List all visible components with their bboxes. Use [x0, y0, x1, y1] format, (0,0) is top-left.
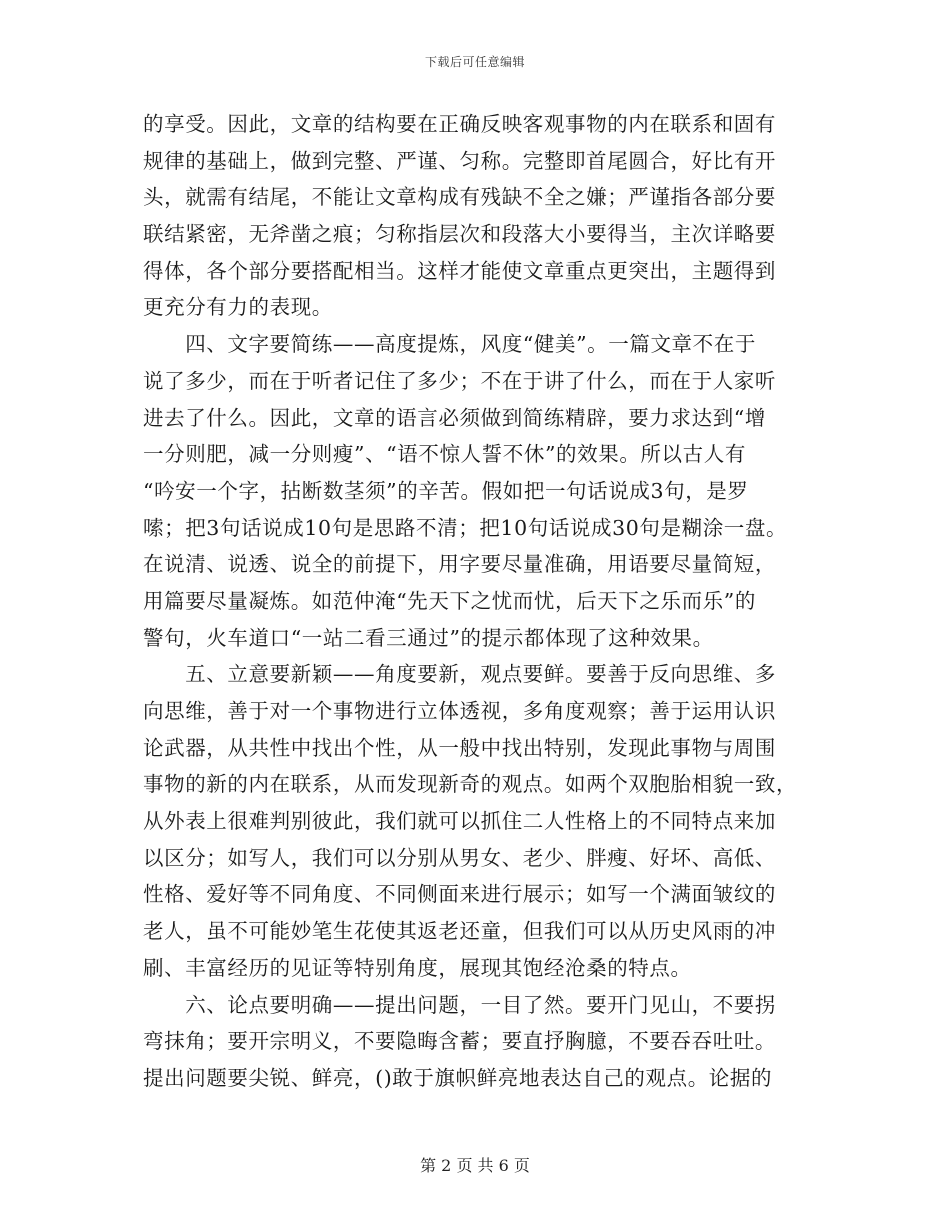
text-line: 嗦；把3句话说成10句是思路不清；把10句话说成30句是糊涂一盘。 — [143, 515, 788, 540]
text-line: 进去了什么。因此，文章的语言必须做到简练精辟，要力求达到“增 — [143, 405, 766, 430]
text-line: 性格、爱好等不同角度、不同侧面来进行展示；如写一个满面皱纹的 — [143, 882, 776, 907]
page-header: 下载后可任意编辑 — [424, 55, 525, 69]
document-body — [143, 106, 813, 1097]
text-line: 警句，火车道口“一站二看三通过”的提示都体现了这种效果。 — [143, 625, 714, 650]
text-line: 老人，虽不可能妙笔生花使其返老还童，但我们可以从历史风雨的冲 — [143, 919, 776, 944]
text-line: 头，就需有结尾，不能让文章构成有残缺不全之嫌；严谨指各部分要 — [143, 185, 776, 210]
text-line: 论武器，从共性中找出个性，从一般中找出特别，发现此事物与周围 — [143, 735, 776, 760]
text-line: “吟安一个字，拈断数茎须”的辛苦。假如把一句话说成3句，是罗 — [143, 478, 749, 503]
text-line: 五、立意要新颖——角度要新，观点要鲜。要善于反向思维、多 — [143, 662, 776, 687]
text-line: 得体，各个部分要搭配相当。这样才能使文章重点更突出，主题得到 — [143, 258, 776, 283]
text-line: 在说清、说透、说全的前提下，用字要尽量准确，用语要尽量简短， — [143, 552, 776, 577]
text-line: 四、文字要简练——高度提炼，风度“健美”。一篇文章不在于 — [143, 332, 756, 357]
text-line: 更充分有力的表现。 — [143, 295, 333, 320]
text-line: 六、论点要明确——提出问题，一目了然。要开门见山，不要拐 — [143, 992, 776, 1017]
text-line: 弯抹角；要开宗明义，不要隐晦含蓄；要直抒胸臆，不要吞吞吐吐。 — [143, 1029, 776, 1054]
text-line: 用篇要尽量凝炼。如范仲淹“先天下之忧而忧，后天下之乐而乐”的 — [143, 588, 756, 613]
text-line: 提出问题要尖锐、鲜亮，()敢于旗帜鲜亮地表达自己的观点。论据的 — [143, 1065, 773, 1090]
text-line: 一分则肥，减一分则瘦”、“语不惊人誓不休”的效果。所以古人有 — [143, 442, 746, 467]
text-line: 的享受。因此，文章的结构要在正确反映客观事物的内在联系和固有 — [143, 112, 776, 136]
text-line: 从外表上很难判别彼此，我们就可以抓住二人性格上的不同特点来加 — [143, 809, 776, 834]
text-line: 说了多少，而在于听者记住了多少；不在于讲了什么，而在于人家听 — [143, 368, 776, 393]
text-line: 规律的基础上，做到完整、严谨、匀称。完整即首尾圆合，好比有开 — [143, 148, 776, 173]
page-footer: 第 2 页 共 6 页 — [420, 1156, 530, 1175]
text-line: 以区分；如写人，我们可以分别从男女、老少、胖瘦、好坏、高低、 — [143, 845, 776, 870]
text-line: 刷、丰富经历的见证等特别角度，展现其饱经沧桑的特点。 — [143, 955, 692, 980]
text-line: 事物的新的内在联系，从而发现新奇的观点。如两个双胞胎相貌一致， — [143, 772, 798, 797]
text-line: 联结紧密，无斧凿之痕；匀称指层次和段落大小要得当，主次详略要 — [143, 222, 776, 247]
text-line: 向思维，善于对一个事物进行立体透视，多角度观察；善于运用认识 — [143, 699, 776, 723]
